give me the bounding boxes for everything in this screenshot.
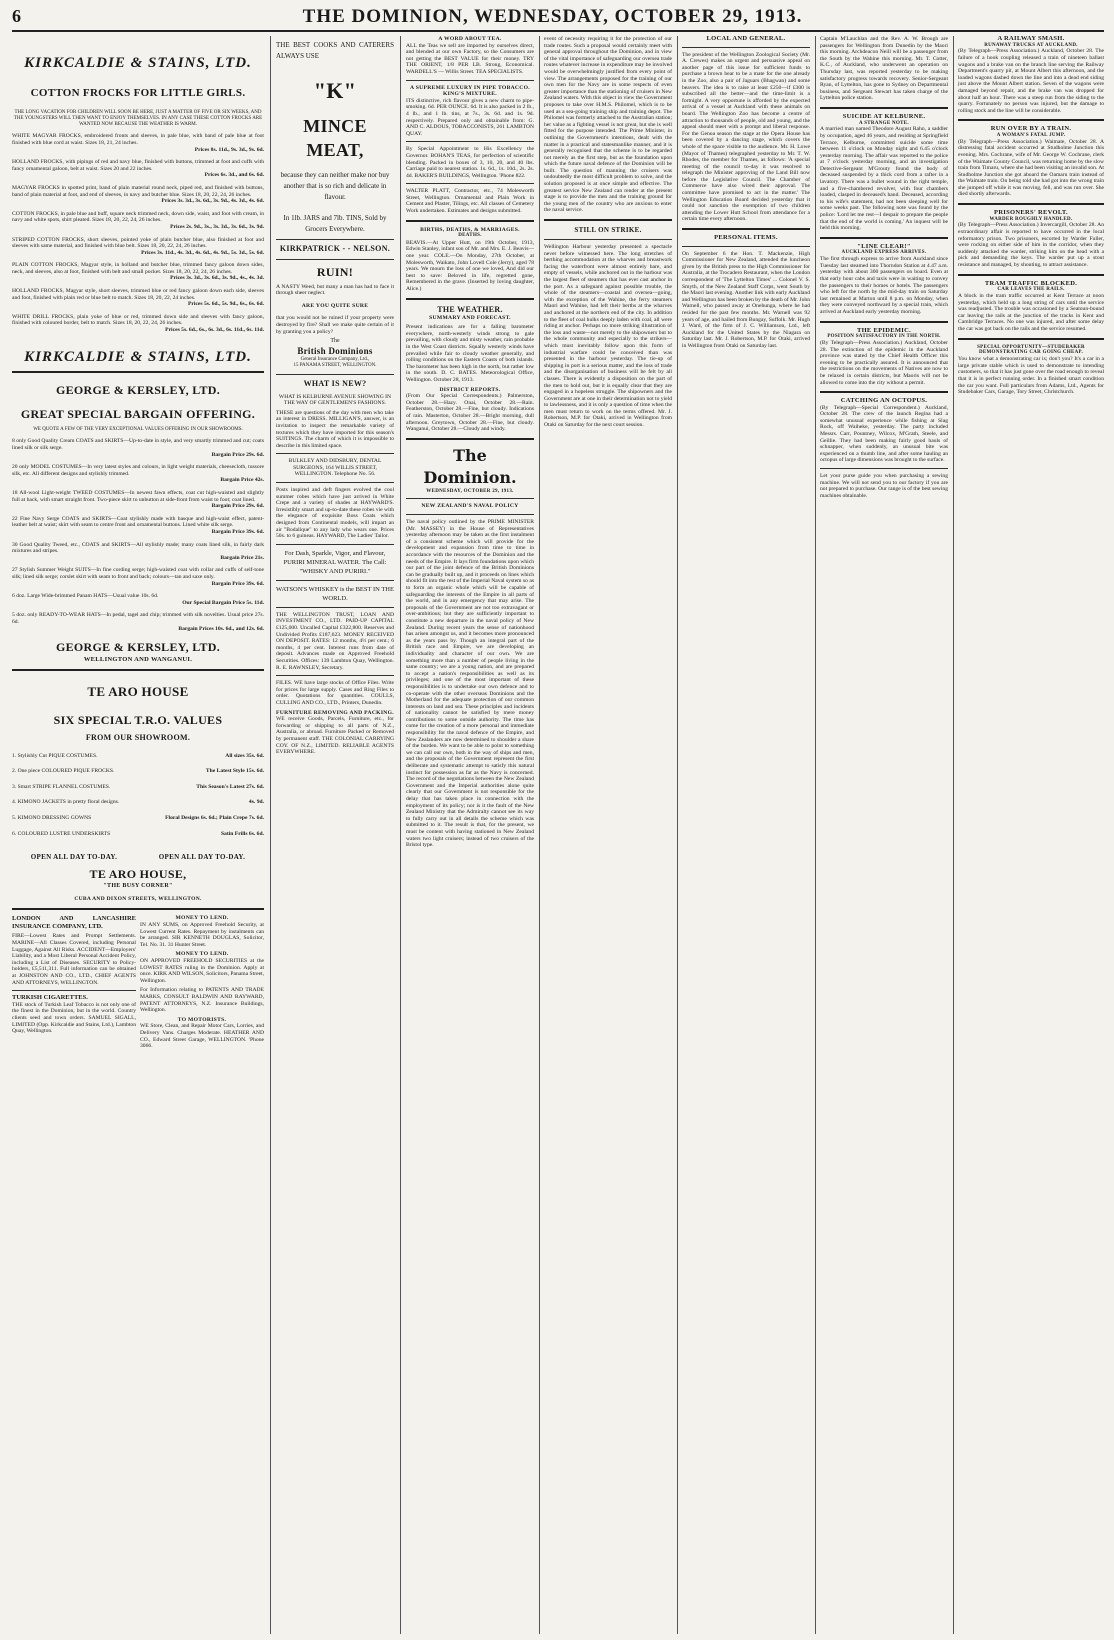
list-item: 3. Smart STRIPE FLANNEL COSTUMES. This Season's Latest 27s. 6d. — [12, 783, 264, 790]
column-ads-2 — [276, 36, 394, 1634]
dominion-logo: The Dominion. — [423, 445, 517, 487]
list-item: PLAIN COTTON FROCKS, Magyar style, in holland and butcher blue, trimmed fancy galoon down sides, neck, and sleeves, also at foot, finished with belt and small pocket. Sizes 18, 20, 22, 24, 26 inches. Prices 3s. 3d., 3s. 6d., 3s. 9d., 4s., 4s. 3d. — [12, 262, 264, 282]
ruin-text: A NASTY Weed, but many a man has had to face it through sheer neglect. — [276, 283, 394, 297]
bohan-teas-text: By Special Appointment to His Excellency the Governor. BOHAN'S TEAS, for perfection of scientific blending. Packed in boxes of 3, 10, 20, and 40 lbs. Carriage paid to nearest station. 1s. 6d., 1s. 10d., 2s. 2s. 4d. BAKER'S BUILDINGS, Wellington. 'Phone 822. — [406, 146, 534, 179]
money-to-lend-title-2: MONEY TO LEND. — [175, 951, 229, 958]
suicide-text: A married man named Theodore August Rahn, a saddler by occupation, aged 46 years, and residing at Springfield Terrace, Kelburne, committed suicide some time between 11 o'clock on Monday night and 6.45 o'clock yesterday morning. The affair was reported to the police at 7 o'clock yesterday morning, and an investigation Detective-Sergeant M'Grouty found the body of deceased suspended by a thick cord from a rafter in a lavatory. There was a bullet wound in the right temple, and a five-chambered revolver, with four chambers loaded, clasped in deceased's hand. Deceased, according to his wife's statement, had not been sleeping well for some weeks past. The following note was found by the police: 'Lord let me rest—I despair to prepare the people that the end of the world is coming.' An inquest will be held this morning. — [820, 126, 948, 232]
pipe-tobacco-title: A SUPREME LUXURY IN PIPE TOBACCO. KING'S MIXTURE. — [410, 84, 530, 98]
local-general-title: LOCAL AND GENERAL. — [706, 36, 786, 42]
kirkcaldie-heading: COTTON FROCKS FOR LITTLE GIRLS. — [30, 87, 246, 99]
mince-k-letter: "K" — [313, 78, 357, 103]
naval-policy-text: The naval policy outlined by the PRIME MINISTER (Mr. MASSEY) in the House of Representatives yesterday afternoon may be taken as the first instalment of a consistent scheme which will provide for the development and expansion from time to time in accordance with the resources of the Dominion and the needs of the Empire. It lays firm foundations upon which our part of the joint defence of the British Dominions can be gradually built up, and it proceeds on lines which should fit into the rest of the Imperial Naval system so as to form an organic whole which will be capable of safeguarding the interests of the Empire in all parts of the world, and in any emergency that may arise. The proposals of the Government are not too extravagant or over-ambitious; but they are sufficiently important to constitute a new departure in the naval policy of New Zealand. During recent years the sense of nationhood has arisen amongst us, and it becomes more pronounced as the years pass by. Though an integral part of the British race and Empire, we are developing an individuality and character of our own. We are something more than a number of people living in the same country; we are a young nation, and are prepared to accept a nation's responsibilities as well as its privileges; and one of the most important of these responsibilities is to undertake our own defence and to co-operate with the other overseas Dominions and the Motherland for the adequate protection of our common interests on land and sea. These principles and incidents of nationality cannot be satisfied by mere money contributions to some outside authority. The time has come for the creation of a more personal and immediate responsibility for the naval defence of the Empire, and New Zealanders are now determined to shoulder a share of the burden. We want to be able to point to something we can call our own, both in the way of ships and men, and the proposals of the Government represent the first deliberate and systematic attempt to satisfy this natural instinct for possession as far as the Navy is concerned. The record of the negotiations between the New Zealand Government and the Imperial authorities alone quite clearly that our Government is not responsible for the delay that has taken place in connection with the employment of its policy; nor is it the fault of the New Zealand Ministry that the Admiralty cannot see its way to fully carry out in all details the scheme which was submitted to it. The result is that, for the present, we must be content with having stationed in New Zealand waters two light cruisers; instead of two cruisers of the Bristol type. — [406, 519, 534, 849]
strike-text: Wellington Harbour yesterday presented a spectacle never before witnessed here. The long stretches of berthing accommodation at the wharves and breastwork facing the waterfront were almost entirely bare, and empty of vessels, while anchored out in the harbour was the largest fleet of steamers that has ever cast anchor in the port. As a safeguard against possible trouble, the whole of the steamers—coastal and oversea—going, with the exception of the Wahine, the ferry steamers Maori and Wahine, had left their berths at the wharves and anchored at the northern end of the city. In addition to the fleet of coal hulks deeply laden with coal, all were riding at anchor. Perhaps no more striking illustration of the loss and waste—not merely to the shipowners but to the whole community and especially to the strikers—which must inevitably follow upon this form of industrial warfare could be conceived than was presented in the harbour yesterday. The tie-up of shipping in port is a serious matter, and the loss of trade and the disorganisation of business will be felt by all classes. There is evidently a disposition on the part of the men to hold out, but it is equally clear that they are engaged in a hopeless struggle. The shipowners and the Government are at one in their determination not to yield to lawlessness, and it is only a question of time when the men must return to work on the terms offered. Mr. J. Robertson, M.P. for Otaki, arrived in Wellington from Otaki on Saturday for the next court session. — [544, 244, 672, 429]
te-aro-sub: FROM OUR SHOWROOM. — [85, 732, 191, 742]
col6-top-text: Captain M'Lauchlan and the Rev. A. W. Brough are passengers for Wellington from Dunedin by the Maori this morning. Archdeacon Neill will be a passenger from the South by the Wahine this morning. Mr. T. Cotter, K.C., of Auckland, who underwent an operation on Thursday last, was reported yesterday to be making satisfactory progress towards recovery. Senior-Sergeant Ryan, of Lyttelton, has gone to Sydney on Departmental business, and Sergeant Stewart has taken charge of the Lyttelton police station. — [820, 36, 948, 102]
railway-smash-sub: RUNAWAY TRUCKS AT AUCKLAND. — [984, 42, 1078, 48]
express-text: The first through express to arrive from Auckland since Tuesday last steamed into Thorndon Station at 4.47 a.m. yesterday with about 300 passengers on board. Even at that early hour cabs and taxis were in waiting to convey the passengers to their homes or hotels. The passengers who left for the north by the mid-day train on Saturday last remained at Marton until 8 p.m. on Monday, when they were conveyed northward by a special train, which arrived at Auckland early yesterday morning. — [820, 256, 948, 315]
george-kersley-items — [12, 438, 264, 632]
list-item: 8 only Good Quality Cream COATS and SKIRTS—Up-to-date in style, and very smartly trimmed and cut; coats lined silk or silk serge. Bargain Price 29s. 6d. — [12, 438, 264, 458]
tram-text: A block in the tram traffic occurred at Kent Terrace at noon yesterday, which held up a long string of cars until the service was readjusted. The trouble was occasioned by a Seatoun-bound car leaving the rails at the junction of the tracks in Kent and Cambridge Terraces. No one was injured, and after some delay the car was got back on the rails and the service resumed. — [958, 293, 1104, 332]
list-item: MAGYAR FROCKS in spotted print, band of plain material round neck, piped red, and finished with buttons, band of plain material at foot, and end of sleeves, in navy and butcher blue. Sizes 18, 20, 22, 24, 26 inches. Prices 3s. 3d., 3s. 6d., 3s. 9d., 4s. 3d., 4s. 6d. — [12, 184, 264, 205]
puriri-text: For Dash, Sparkle, Vigor, and Flavour, PURIRI MINERAL WATER. The Call: "WHISKY AND PURIRI." — [283, 549, 387, 575]
turkish-cigarettes-title: TURKISH CIGARETTES. — [12, 994, 88, 1002]
run-over-text: (By Telegraph—Press Association.) Waimate, October 28. A distressing fatal accident occurred at Studholme Junction this evening. Mrs. Cochrane, wife of Mr. George W. Cochrane, clerk of the Waimate County Council, was returning home by the slow train from Timaru, where she had been visiting an invalid son. At Studholme Junction she got aboard the Oamaru train instead of the Waimate train. On being told she had got into the wrong train she jumped off while it was moving, fell, and was run over. She died shortly afterwards. — [958, 138, 1104, 198]
british-dominions-address: 15 PANAMA STREET, WELLINGTON. — [293, 363, 377, 369]
te-aro-heading: SIX SPECIAL T.R.O. VALUES — [53, 712, 223, 727]
prisoners-text: (By Telegraph—Press Association.) Invercargill, October 28. An extraordinary affair is reported to have occurred in the local reformatory prison. Two prisoners, escorted by Warder Fuller, were rocking on either side of him in the corridor, when they suddenly attacked the warder, striking him on the head with a pick and demanding the keys. The warder put up a stout resistance and managed, by shouting, to attract assistance. — [958, 222, 1104, 269]
col6-bottom-text: Let your purse guide you when purchasing a sewing machine. We will not send you to our factory if you are not prepared to purchase. Our range is of the best sewing machines obtainable. — [820, 473, 948, 499]
list-item: 1. Stylishly Cut PIQUE COSTUMES. All sizes 35s. 6d. — [12, 752, 264, 759]
george-kersley-address: WELLINGTON AND WANGANUI. — [83, 656, 193, 664]
prisoners-title: PRISONERS' REVOLT. — [994, 209, 1068, 217]
run-over-title: RUN OVER BY A TRAIN. — [990, 125, 1072, 133]
tram-sub: CAR LEAVES THE RAILS. — [997, 287, 1065, 293]
mince-intro: THE BEST COOKS AND CATERERS ALWAYS USE — [276, 41, 394, 60]
kirkcaldie-items — [12, 133, 264, 333]
strike-title: STILL ON STRIKE. — [574, 226, 642, 235]
ruin-title: RUIN! — [316, 264, 354, 279]
te-aro-items — [12, 753, 264, 838]
motorists-title: TO MOTORISTS. — [177, 1016, 227, 1023]
leader-date: WEDNESDAY, OCTOBER 29, 1913. — [426, 488, 514, 494]
money-to-lend-text-1: IN ANY SUMS, on Approved Freehold Security, at Lowest Current Rates. Repayment by instalments can be arranged. SIR KENNETH DOUGLAS, Solicitor, Tel. No. 31. 31 Hunter Street. — [140, 922, 264, 948]
list-item: STRIPED COTTON FROCKS, short sleeves, pointed yoke of plain butcher blue, also finished at foot and sleeves with same material, and finished with blue belt. Sizes 18, 20, 22, 24, 26 inches. Prices 3s. 11d., 4s. 3d., 4s. 6d., 4s. 9d., 5s. 3d., 5s. 6d. — [12, 236, 264, 256]
mince-title: MINCE MEAT, — [303, 116, 367, 160]
epidemic-sub: POSITION SATISFACTORY IN THE NORTH. — [827, 334, 941, 340]
masthead — [12, 6, 1104, 32]
tram-title: TRAM TRAFFIC BLOCKED. — [984, 279, 1078, 287]
walter-platt-text: WALTER PLATT, Contractor, etc., 74 Molesworth Street, Wellington. Ornamental and Plain Work in Cement and Plaster, Tilings, etc. All classes of Cemetery Work undertaken. Estimates and designs submitted. — [406, 188, 534, 215]
te-aro-open-banner: OPEN ALL DAY TO-DAY. OPEN ALL DAY TO-DAY. — [30, 853, 246, 862]
deaths-title: DEATHS. — [458, 233, 482, 239]
list-item: 30 Good Quality Tweed, etc., COATS and SKIRTS—All stylishly made; many coats lined silk, in fairly dark mixtures and stripes. Bargain Price 21s. — [12, 541, 264, 561]
prisoners-sub: WARDER ROUGHLY HANDLED. — [989, 216, 1073, 222]
what-is-new-title: WHAT IS NEW? — [303, 378, 367, 388]
list-item: 22 Fine Navy Serge COATS and SKIRTS—Coat stylishly made with basque and high-waist effect, patent-leather belt at waist; skirt with seam to centre front and ornamental buttons. Lined white silk serge. Bargain Price 39s. 6d. — [12, 515, 264, 535]
te-aro-address: CUBA AND DIXON STREETS, WELLINGTON. — [74, 895, 202, 902]
hayward-text: Posts inspired and deft fingers evolved the cool summer robes which have just arrived in White Crepe and a variety of shades at HAYWARD'S. Irresistibly smart and up-to-date these robes vie with the elegance of exquisite Boss Coats which designed from Continental models, will impart an air "Bodalique" to any lady who wears one. Prices 50s. to 6 guineas. HAYWARD, The Ladies' Tailor. — [276, 487, 394, 540]
te-aro-title: TE ARO HOUSE — [87, 683, 189, 699]
george-kersley-title: GEORGE & KERSLEY, LTD. — [55, 382, 221, 397]
personal-items-text: On September 6 the Hon. T. Mackenzie, High Commissioner for New Zealand, attended the luncheon given by the British press to the High Commissioner for Australia, at the Trocadero Restaurant, when the London correspondent of 'The Lyttelton Times' ... Colonel V. S. Smyth, of the New Zealand Staff Corps, went South by the Maori last evening. Another link with early Auckland and Wellington has been broken by the death of Mr. John Warnell, who passed away at Onehunga, where he had resided for the past few months. Mr. Warnell was 92 years of age, and hailed from Bungay, Suffolk. Mr. Hugh J. Ward, of the firm of J. C. Williamson, Ltd., left Auckland for the United States by the Niagara on Saturday last. Mr. J. Robertson, M.P. for Otaki, arrived in Wellington from Otaki on Saturday last. — [682, 250, 810, 349]
personal-items-title: PERSONAL ITEMS. — [714, 234, 778, 242]
london-lancashire-text: FIRE—Lowest Rates and Prompt Settlements. MARINE—All Classes Covered, including Personal Luggage, Against All Risks. ACCIDENT—Employers' Liability, and a Most Liberal Personal Accident Policy, including a List of Diseases. SECURITY to Policy-holders, £5,511,311. Full information can be obtained at JOHNSTON AND CO., LTD., CHIEF AGENTS AND ATTORNEYS, WELLINGTON. — [12, 933, 136, 986]
epidemic-title: THE EPIDEMIC. — [856, 326, 912, 334]
kirkcaldie-intro: THE LONG VACATION FOR CHILDREN WILL SOON BE HERE, JUST A MATTER OF FIVE OR SIX WEEKS, AND THE YOUNGSTERS WILL THEN WANT TO ENJOY THEMSELVES. IN ANY CASE THESE COTTON FROCKS ARE WANTED NOW BECAUSE THE WEATHER IS WARM. — [13, 110, 263, 127]
column-ads-1 — [12, 36, 264, 1634]
list-item: 27 Stylish Summer Weight SUITS—In fine cording serge; high-waisted coat with collar and cuffs of self-tone silk; lined silk serge; corslet skirt with seam to front and back; colours—tan and saxe only. Bargain Price 39s. 6d. — [12, 567, 264, 587]
furniture-title: FURNITURE REMOVING AND PACKING. — [276, 709, 394, 716]
british-dominions-title: British Dominions — [297, 345, 373, 356]
list-item: 5 doz. only READY-TO-WEAR HATS—In pedal, tagel and chip; trimmed with silk novelties. Usual price 27s. 6d. Bargain Prices 10s. 6d., and 12s. 6d. — [12, 612, 264, 632]
watson-whiskey: WATSON'S WHISKEY is the BEST IN THE WORLD. — [276, 585, 394, 602]
money-to-lend-title-1: MONEY TO LEND. — [175, 915, 229, 922]
tea-title: A WORD ABOUT TEA. — [438, 36, 502, 42]
george-kersley-title-footer: GEORGE & KERSLEY, LTD. — [55, 640, 221, 655]
octopus-text: (By Telegraph—Special Correspondent.) Auckland, October 28. The crew of the launch Regina had a somewhat unusual experience while fishing at Slag Rock, off Waiheke, yesterday. The party included Messrs. Carr, Pountney, Wilcox, M'Grath, Steele, and Geillie. They had been making fairly good hauls of schnapper, when suddenly, an unusual bite was experienced on a thumb line, and after some hauling an octopus of large dimensions was brought to the surface. — [820, 404, 948, 464]
pipe-tobacco-text: ITS distinctive, rich flavour gives a new charm to pipe-smoking. 6d. PER OUNCE. 6d. It is also packed in 2 lb., 4 lb., and 1 lb. tins, at 7s., 3s. 6d. and 1s. 9d. respectively. Prepared only and obtainable from: G. AND C. ALDOUS, TOBACCONISTS, 261 LAMBTON QUAY. — [406, 97, 534, 137]
line-clear-title: "LINE CLEAR!" — [857, 242, 911, 250]
list-item: 6 doz. Large Wide-brimmed Panam HATS—Usual value 10s. 6d. Our Special Bargain Price 5s. 11d. — [12, 593, 264, 606]
district-reports-title: DISTRICT REPORTS. — [439, 386, 501, 393]
epidemic-text: (By Telegraph—Press Association.) Auckland, October 28. The extinction of the epidemic in the Auckland province was stated by the Chief Health Officer this evening to be practically assured. It is announced that the restrictions on the movements of Natives are now to be relaxed in certain districts, but Maoris will not be allowed to come into the city without a permit. — [820, 339, 948, 386]
motorists-text: WE Store, Clean, and Repair Motor Cars, Lorries, and Delivery Vans. Charges Moderate. HEATHER AND CO., Edward Street Garage, WELLINGTON. 'Phone 3066. — [140, 1023, 264, 1050]
files-text: FILES. WE have large stocks of Office Files. Write for prices for large supply. Cases and Ring Files to order. Quotations for quantities. COULLS, CULLING AND CO., LTD., Printers, Dunedin. — [276, 680, 394, 706]
list-item: HOLLAND FROCKS, Magyar style, short sleeves, trimmed blue or red fancy galoon down each side, sleeves and foot, finished with plain red or blue belt to match. Sizes 18, 20, 22, 24 inches. Prices 5s. 6d., 5s. 9d., 6s., 6s. 6d. — [12, 288, 264, 308]
railway-smash-title: A RAILWAY SMASH. — [997, 36, 1065, 42]
weather-text: Present indications are for a falling barometer everywhere, north-westerly winds strong to gale prevailing, with cloudy and misty weather, rain probable in the West Coast districts. Squally westerly winds have prevailed while fair to cloudy weather generally, and rolling conditions on the Eastern Coasts of both islands. The barometer has been high in the north, but rather low in the south. D. C. BATES. Meteorological Office, Wellington. October 28, 1913. — [406, 324, 534, 383]
bottom-ads-row — [12, 915, 264, 1052]
list-item: 18 All-wool Light-weight TWEED COSTUMES—In newest fawn effects, coat cut high-waisted and slightly full at back, with smart straight front. Two-piece skirt to unbutton at side-front from waist to foot; coat lined. Bargain Price 29s. 6d. — [12, 490, 264, 510]
british-dominions-the: The — [330, 338, 340, 345]
trust-company-text: THE WELLINGTON TRUST, LOAN AND INVESTMENT CO., LTD. PAID-UP CAPITAL £125,000. Uncalled Capital £322,800. Reserves and Undivided Profits £187,623. MONEY RECEIVED ON DEPOSIT. RATES: 12 months, 4½ per cent.; 6 months, 4 per cent. Interest runs from date of deposit. Advances made on Approved Freehold Securities. Offices: 139 Lambton Quay, Wellington. R. E. RAWNSLEY, Secretary. — [276, 611, 394, 671]
column-5 — [682, 36, 810, 1634]
weather-sub: SUMMARY AND FORECAST. — [429, 314, 511, 321]
mince-body: because they can neither make nor buy another that is so rich and delicate in flavour. — [280, 171, 390, 201]
octopus-title: CATCHING AN OCTOPUS. — [840, 397, 928, 405]
bdm-title: BIRTHS, DEATHS, & MARRIAGES. — [420, 226, 520, 233]
furniture-text: WE receive Goods, Parcels, Furniture, etc., for forwarding or shipping to all parts of N.Z., Australia, or abroad. Furniture Packed or Removed by permanent staff. THE COLONIAL CARRYING COY. OF N.Z., LIMITED. RELIABLE AGENTS EVERYWHERE. — [276, 716, 394, 756]
railway-smash-text: (By Telegraph—Press Association.) Auckland, October 28. The failure of a hook coupling released a train of nineteen ballast wagons and a brake van on the branch line serving the Railway Department's quarry pit, at Mount Albert this afternoon, and the loaded wagons dashed down the line and into a dead end siding just above the Mount Albert station. Seven of the wagons were damaged beyond repair, and the brake van was dropped for about half an hour. There was a steep run from the siding to the quarry. Fortunately no person was injured, but the damage to rolling stock and the line will be considerable. — [958, 48, 1104, 114]
ruin-question: ARE YOU QUITE SURE — [301, 302, 369, 309]
kirkpatrick-nelson: KIRKPATRICK - - NELSON. — [279, 244, 391, 253]
george-kersley-intro: WE QUOTE A FEW OF THE VERY EXCEPTIONAL VALUES OFFERING IN OUR SHOWROOMS. — [33, 426, 243, 432]
list-item: 2. One piece COLOURED PIQUE FROCKS. The Latest Style 15s. 6d. — [12, 768, 264, 775]
page-number: 6 — [12, 6, 21, 26]
money-to-lend-text-2: ON APPROVED FREEHOLD SECURITIES at the LOWEST RATES ruling in the Dominion. Apply at once. KIRK AND WILSON, Solicitors, Panama Street, Wellington. — [140, 958, 264, 984]
george-kersley-heading: GREAT SPECIAL BARGAIN OFFERING. — [20, 406, 256, 421]
suicide-sub: A STRANGE NOTE. — [859, 120, 909, 126]
column-6 — [820, 36, 948, 1634]
turkish-cigarettes-text: THE stock of Turkish Leaf Tobacco is not only one of the finest in the Dominion, but in the world. Country clients seed and town orders. SAMUEL SIGALL, LIMITED (Opp. Kirkcaldie and Stains, Ltd.), Lambton Quay, Wellington. — [12, 1001, 136, 1035]
weather-title: THE WEATHER. — [437, 304, 503, 314]
district-reports-text: (From Our Special Correspondents.) Palmerston, October 28.—Hazy. Onai, October 28.—Rain. Featherston, October 28.—Fine, but cloudy. Indications of rain. Masterton, October 28.—Bright morning, dull afternoon. Greytown, October 28.—Fine, but cloudy. Wanganui, October 28.—Cloudy and windy. — [406, 393, 534, 433]
naval-policy-title: NEW ZEALAND'S NAVAL POLICY — [421, 503, 519, 510]
column-3 — [406, 36, 534, 1634]
express-title: AUCKLAND EXPRESS ARRIVES. — [841, 250, 927, 256]
column-4 — [544, 36, 672, 1634]
te-aro-title-footer: TE ARO HOUSE, — [89, 867, 187, 882]
patents-text: For Information relating to PATENTS AND TRADE MARKS, CONSULT BALDWIN AND RAYWARD, PATENT ATTORNEYS, N.Z. Insurance Buildings, Wellington. — [140, 987, 264, 1014]
kirkcaldie-title: KIRKCALDIE & STAINS, LTD. — [24, 55, 252, 71]
list-item: 20 only MODEL COSTUMES—In very latest styles and colours, in light weight materials, cheesecloth, tussore silk, etc. All different designs and stylishly trimmed. Bargain Price 42s. — [12, 464, 264, 484]
deaths-text: BEAVIS.—At Upper Hutt, on 19th October, 1913, Edwin Stanley, infant son of Mr. and Mrs. E. J. Beavis—one year. COLE.—On Monday, 27th October, at Molesworth, Waikato, John Lovell Cole (Jerry), aged 78 years. We mourn the loss of one we loved, And did our best to save: Beloved in life, regretted gone, Remembered in the grave. (Inserted by loving daughter, Alice.) — [406, 239, 534, 292]
run-over-sub: A WOMAN'S FATAL JUMP. — [996, 132, 1066, 138]
what-is-new-text: WHAT IS KELBURNE AVENUE SHOWING IN THE WAY OF GENTLEMEN'S FASHIONS. — [278, 393, 392, 407]
list-item: WHITE DRILL FROCKS, plain yoke of blue or red, trimmed down side and sleeves with fancy galoon, finished with coloured border, belt to match. Sizes 18, 20, 22, 24, 26 inches. Prices 5s. 6d., 6s., 6s. 3d., 6s. 11d., 6s. 11d. — [12, 313, 264, 334]
bulkley-didsbury: BULKLEY AND DIDSBURY, DENTAL SURGEONS, 164 WILLIS STREET, WELLINGTON. Telephone No. 56. — [288, 458, 382, 478]
list-item: HOLLAND FROCKS, with pipings of red and navy blue, finished with buttons, trimmed at foot and cuffs with fancy ornamental galoon, belt at waist. Sizes 20 and 22 inches. Prices 6s. 3d., and 6s. 6d. — [12, 159, 264, 179]
local-general-text: The president of the Wellington Zoological Society (Mr. A. Crewes) makes an urgent and persuasive appeal on another page of this issue for sufficient funds to purchase a brown bear to be a mate for the one already in the Zoo, also a pair of Jaguars (Bhagwan) and some beavers. The idea is to raise at least £250—if £300 is subscribed all the better—and the time-limit is a fortnight. A very opportune is afforded by the expected arrival of a vessel at Auckland with these animals on board. The Wellington Zoo has become a centre of attraction to thousands of people, old and young, and the appeal should meet with a prompt and liberal response. For the Genoa season the stage at the Opera House has been covered by a dancing stage, which covers the whole of the space visible to the audience. Mr. H. Lowe (Mayor of Thames) telegraphed yesterday to Mr. T. W. Rhodes, the member for Thames, as follows: 'A special meeting of the council to-day it was resolved to telegraph the Minister approving of the Land Bill now before the Legislative Council. The Chamber of Commerce have also wired their approval. The committee have promised to act in the matter.' The Wellington Education Board decided yesterday that it could not sanction the exemption of two children attending the Lower Hutt School from attendance for a certain time every afternoon. — [682, 51, 810, 223]
mince-sizes: In 1lb. JARS and 7lb. TINS, Sold by Grocers Everywhere. — [283, 214, 387, 233]
column-7 — [958, 36, 1104, 1634]
ruin-text-2: that you would not be ruined if your property were destroyed by fire? Shall we make quite certain of it by granting you a policy? — [276, 315, 394, 335]
tea-text: ALL the Teas we sell are imported by ourselves direct, and blended at our own Factory, so the Consumers are not getting the BEST VALUE for their money. TRY THE ORIENT, 1/8 PER LB. Strong, Economical. WARDELL'S — Willis Street. TEA SPECIALISTS. — [406, 42, 534, 75]
studebaker-text: You know what a demonstrating car is; don't you? It's a car in a large private stable which is used to demonstrate to intending customers, so that it has just gone over the road enough to reveal that it is in perfect running order. In a finished smart condition the car you want. Full particulars from Adams, Ltd., Agents for Studebaker Cars, Garage, Tory Street, Christchurch. — [958, 356, 1104, 396]
list-item: COTTON FROCKS, in pale blue and buff, square neck trimmed neck, down side, waist, and foot with cream, in navy and white spots, shirt pleated. Sizes 18, 20, 22, 24, 26 inches. Prices 2s. 9d., 3s., 3s. 3d., 3s. 6d., 3s. 9d. — [12, 210, 264, 230]
te-aro-busy-corner: "THE BUSY CORNER" — [103, 883, 173, 890]
list-item: WHITE MAGYAR FROCKS, embroidered fronts and sleeves, in pale blue, with band of pale blue at foot finished with blue cord at waist. Sizes 18, 21, 24 inches. Prices 8s. 11d., 9s. 3d., 9s. 6d. — [12, 133, 264, 153]
suicide-title: SUICIDE AT KELBURNE. — [842, 112, 926, 120]
kirkcaldie-title-footer: KIRKCALDIE & STAINS, LTD. — [24, 348, 252, 365]
list-item: 6. COLOURED LUSTRE UNDERSKIRTS Satin Frills 6s. 6d. — [12, 830, 264, 837]
british-dominions-sub: General Insurance Company, Ltd., — [300, 356, 370, 362]
london-lancashire-title: LONDON AND LANCASHIRE INSURANCE COMPANY, LTD. — [12, 915, 136, 930]
list-item: 5. KIMONO DRESSING GOWNS Floral Designs 6s. 6d.; Plain Crepe 7s. 6d. — [12, 815, 264, 822]
newspaper-title: THE DOMINION, WEDNESDAY, OCTOBER 29, 1913. — [302, 6, 803, 27]
what-is-new-text-2: THESE are questions of the day with men who take an interest in DRESS. MILLIGAN'S, answer, is an invitation to inspect the remarkable variety of textures which they have imported for this season's SUITINGS. The charm of which it is impossible to describe in this limited space. — [276, 409, 394, 449]
studebaker-title: SPECIAL OPPORTUNITY—STUDEBAKER DEMONSTRATING CAR GOING CHEAP. — [977, 344, 1085, 356]
naval-policy-continued: event of necessity requiring it for the protection of our trade routes. Such a proposal would certainly meet with general approval throughout the Dominion, and in view of the vital importance of safeguarding our oversea trade routes whatever increase in expenditure may be involved would be overwhelmingly justified from every point of view. The arrangements proposed for the training of our own men for the Navy are in some respects of even greater importance than the stationing of cruisers in New Zealand waters. With this object in view the Government proposes to take over H.M.S. Philomel, which is to be used as a sea-going training ship and training depot. The Philomel was formerly attached to the Australian station; her value as a fighting vessel is not great, but she is well fitted for the purpose intended. The Prime Minister, in outlining the Government's intentions, dealt with the matter in a practical and statesmanlike manner, and it is generally recognised that the scheme is to be regarded not merely as the first step, but as the foundation upon which the future naval defence of the Dominion will be built. The question of manning the cruisers was undoubtedly the most difficult problem to solve, and the solution proposed is at once simple and effective. The greatest service New Zealand can render at the present stage is to provide the men and the training ground for the young men of the country who are anxious to enter the naval service. — [544, 36, 672, 214]
list-item: 4. KIMONO JACKETS in pretty floral designs. 4s. 9d. — [12, 799, 264, 806]
